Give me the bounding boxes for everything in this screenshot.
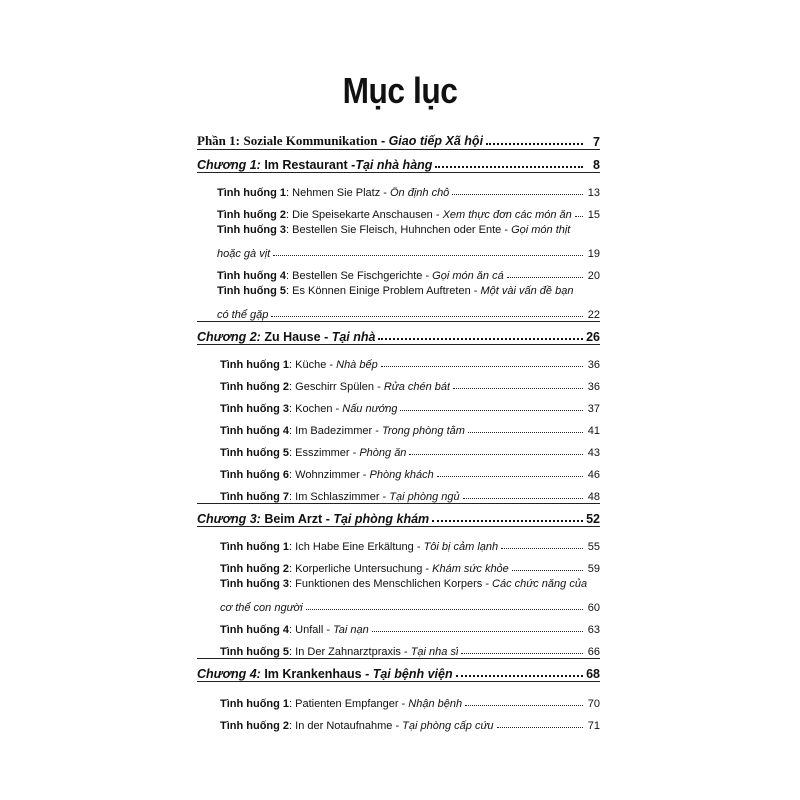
situation-entry[interactable] — [197, 282, 600, 321]
part-entry[interactable] — [197, 127, 600, 149]
chapter-text: Chương 1: Im Restaurant -Tại nhà hàng — [197, 158, 433, 172]
situation-text: Tình huống 1: Patienten Empfanger - Nhận bệnh — [220, 698, 463, 710]
page-number: 20 — [587, 270, 600, 282]
situation-text: Tình huống 3: Bestellen Sie Fleisch, Huhnchen oder Ente - Gọi món thịt — [217, 224, 571, 236]
dot-leader — [512, 569, 583, 571]
dot-leader — [271, 315, 583, 317]
page-number: 48 — [587, 491, 600, 503]
dot-leader — [306, 608, 583, 610]
dot-leader — [381, 365, 583, 367]
situation-text: Tình huống 2: Korperliche Untersuchung - Khám sức khỏe — [220, 563, 509, 575]
situation-text: Tình huống 3: Funktionen des Menschlichen Korpers - Các chức năng của — [220, 578, 588, 590]
table-of-contents — [197, 127, 600, 732]
page-number: 36 — [587, 381, 600, 393]
dot-leader — [452, 193, 583, 195]
dot-leader — [465, 704, 583, 706]
page-number: 13 — [587, 187, 600, 199]
situation-entry[interactable] — [197, 393, 600, 415]
situation-text-continued: có thể gặp — [217, 309, 269, 321]
chapter-entry[interactable] — [197, 150, 600, 172]
situation-entry[interactable] — [197, 371, 600, 393]
page-number: 26 — [586, 330, 600, 344]
page-number: 71 — [587, 720, 600, 732]
dot-leader — [435, 165, 583, 168]
dot-leader — [501, 547, 583, 549]
page-number: 68 — [586, 667, 600, 681]
situation-entry[interactable] — [197, 459, 600, 481]
page-number: 60 — [587, 602, 600, 614]
chapter-entry[interactable] — [197, 322, 600, 344]
page-number: 52 — [586, 512, 600, 526]
dot-leader — [463, 497, 583, 499]
situation-text: Tình huống 2: Die Speisekarte Anschausen - Xem thực đơn các món ăn — [217, 209, 572, 221]
situation-entry[interactable] — [197, 710, 600, 732]
chapter-entry[interactable] — [197, 659, 600, 681]
page-number: 70 — [587, 698, 600, 710]
dot-leader — [273, 254, 583, 256]
situation-text: Tình huống 2: In der Notaufnahme - Tại phòng cấp cứu — [220, 720, 494, 732]
situation-text: Tình huống 5: Es Können Einige Problem Auftreten - Một vài vấn đề bạn — [217, 285, 574, 297]
page-number: 8 — [593, 158, 600, 172]
page-number: 63 — [587, 624, 600, 636]
situation-text: Tình huống 5: Esszimmer - Phòng ăn — [220, 447, 407, 459]
part-text: Phần 1: Soziale Kommunikation - Giao tiếp Xã hội — [197, 133, 484, 148]
page-number: 15 — [587, 209, 600, 221]
dot-leader — [453, 387, 583, 389]
chapter-entry[interactable] — [197, 504, 600, 526]
situation-entry[interactable] — [197, 553, 600, 575]
situation-text: Tình huống 4: Unfall - Tai nạn — [220, 624, 369, 636]
page-number: 7 — [593, 135, 600, 149]
situation-entry[interactable] — [197, 349, 600, 371]
situation-text: Tình huống 4: Im Badezimmer - Trong phòng tắm — [220, 425, 465, 437]
situation-entry[interactable] — [197, 481, 600, 503]
dot-leader — [409, 453, 583, 455]
situation-text: Tình huống 7: Im Schlaszimmer - Tại phòng ngủ — [220, 491, 460, 503]
dot-leader — [378, 337, 583, 340]
dot-leader — [486, 142, 583, 145]
page-number: 37 — [587, 403, 600, 415]
page-number: 66 — [587, 646, 600, 658]
chapter-text: Chương 4: Im Krankenhaus - Tại bệnh viện — [197, 667, 453, 681]
dot-leader — [372, 630, 583, 632]
situation-text: Tình huống 1: Küche - Nhà bếp — [220, 359, 378, 371]
dot-leader — [456, 674, 583, 677]
dot-leader — [400, 409, 583, 411]
situation-text: Tình huống 5: In Der Zahnarztpraxis - Tại nha sĩ — [220, 646, 459, 658]
page-title: Mục lục — [342, 70, 458, 111]
situation-text-continued: cơ thể con người — [220, 602, 303, 614]
page-number: 46 — [587, 469, 600, 481]
situation-entry[interactable] — [197, 199, 600, 221]
situation-entry[interactable] — [197, 531, 600, 553]
chapter-text: Chương 2: Zu Hause - Tại nhà — [197, 330, 376, 344]
page-number: 19 — [587, 248, 600, 260]
dot-leader — [507, 276, 583, 278]
dot-leader — [468, 431, 583, 433]
situation-text: Tình huống 4: Bestellen Se Fischgerichte - Gọi món ăn cá — [217, 270, 504, 282]
situation-text-continued: hoặc gà vịt — [217, 248, 271, 260]
situation-text: Tình huống 6: Wohnzimmer - Phòng khách — [220, 469, 434, 481]
situation-entry[interactable] — [197, 437, 600, 459]
dot-leader — [575, 215, 583, 217]
situation-entry[interactable] — [197, 221, 600, 260]
situation-entry[interactable] — [197, 575, 600, 614]
situation-text: Tình huống 3: Kochen - Nấu nướng — [220, 403, 398, 415]
dot-leader — [461, 652, 583, 654]
page-number: 59 — [587, 563, 600, 575]
situation-text: Tình huống 1: Nehmen Sie Platz - Ổn định chỗ — [217, 187, 450, 199]
situation-entry[interactable] — [197, 177, 600, 199]
situation-text: Tình huống 2: Geschirr Spülen - Rửa chén bát — [220, 381, 451, 393]
situation-entry[interactable] — [197, 415, 600, 437]
page-number: 55 — [587, 541, 600, 553]
dot-leader — [437, 475, 583, 477]
page-number: 43 — [587, 447, 600, 459]
dot-leader — [432, 519, 583, 522]
situation-entry[interactable] — [197, 636, 600, 658]
page-number: 36 — [587, 359, 600, 371]
page-number: 41 — [587, 425, 600, 437]
page-number: 22 — [587, 309, 600, 321]
chapter-text: Chương 3: Beim Arzt - Tại phòng khám — [197, 512, 430, 526]
situation-entry[interactable] — [197, 614, 600, 636]
situation-entry[interactable] — [197, 260, 600, 282]
dot-leader — [497, 726, 583, 728]
situation-text: Tình huống 1: Ich Habe Eine Erkältung - Tôi bị cảm lạnh — [220, 541, 499, 553]
situation-entry[interactable] — [197, 688, 600, 710]
